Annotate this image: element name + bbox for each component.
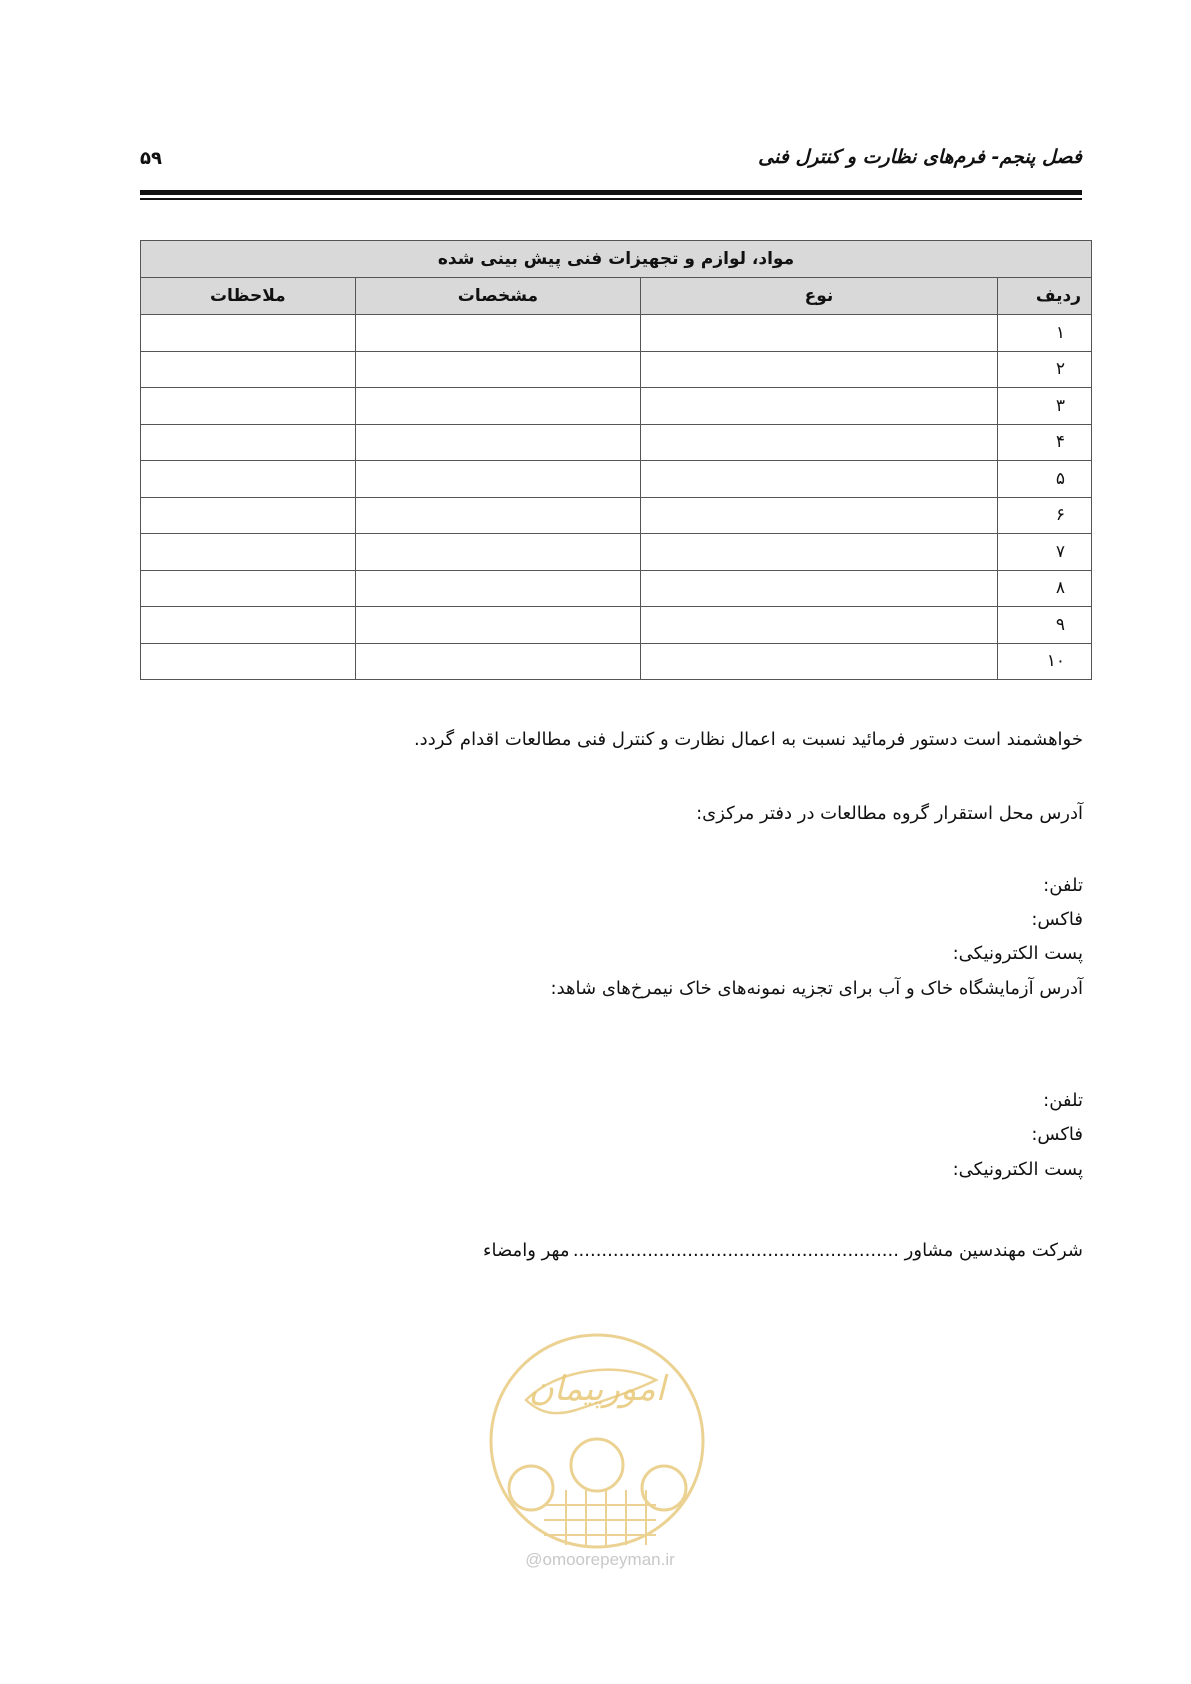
specs-cell[interactable] xyxy=(355,534,641,571)
type-cell[interactable] xyxy=(641,643,997,680)
consulting-company-label: شرکت مهندسین مشاور ......................................................... xyxy=(572,1240,1083,1261)
specs-cell[interactable] xyxy=(355,388,641,425)
column-header-specs: مشخصات xyxy=(355,278,641,315)
row-number: ۴ xyxy=(997,424,1091,461)
table-row xyxy=(141,388,1092,425)
row-number: ۸ xyxy=(997,570,1091,607)
table-row xyxy=(141,534,1092,571)
gear-icon xyxy=(642,1466,686,1510)
specs-cell[interactable] xyxy=(355,607,641,644)
chapter-title: فصل پنجم- فرم‌های نظارت و کنترل فنی xyxy=(758,146,1082,168)
type-cell[interactable] xyxy=(641,388,997,425)
specs-cell[interactable] xyxy=(355,424,641,461)
email-label-1: پست الکترونیکی: xyxy=(952,943,1083,964)
at-icon: @ xyxy=(525,1550,543,1569)
page-number: ۵۹ xyxy=(140,148,162,169)
type-cell[interactable] xyxy=(641,315,997,352)
remarks-cell[interactable] xyxy=(141,424,356,461)
specs-cell[interactable] xyxy=(355,461,641,498)
type-cell[interactable] xyxy=(641,424,997,461)
header-rule-thick xyxy=(140,190,1082,195)
column-header-radif: ردیف xyxy=(997,278,1091,315)
specs-cell[interactable] xyxy=(355,643,641,680)
central-office-address-label: آدرس محل استقرار گروه مطالعات در دفتر مرکزی: xyxy=(696,803,1083,824)
table-row xyxy=(141,570,1092,607)
type-cell[interactable] xyxy=(641,607,997,644)
table-title-row xyxy=(141,241,1092,278)
watermark-logo-text: امورپیمان xyxy=(528,1369,666,1409)
table-title: مواد، لوازم و تجهیزات فنی پیش بینی شده xyxy=(141,241,1092,278)
row-number: ۹ xyxy=(997,607,1091,644)
table-header-row xyxy=(141,278,1092,315)
specs-cell[interactable] xyxy=(355,497,641,534)
equipment-table xyxy=(140,240,1092,680)
remarks-cell[interactable] xyxy=(141,607,356,644)
row-number: ۱ xyxy=(997,315,1091,352)
fax-label-2: فاکس: xyxy=(1031,1124,1083,1145)
email-label-2: پست الکترونیکی: xyxy=(952,1159,1083,1180)
type-cell[interactable] xyxy=(641,570,997,607)
type-cell[interactable] xyxy=(641,534,997,571)
row-number: ۷ xyxy=(997,534,1091,571)
row-number: ۵ xyxy=(997,461,1091,498)
type-cell[interactable] xyxy=(641,461,997,498)
table-row xyxy=(141,497,1092,534)
specs-cell[interactable] xyxy=(355,315,641,352)
column-header-remarks: ملاحظات xyxy=(141,278,356,315)
stamp-signature-label: مهر وامضاء xyxy=(483,1240,570,1261)
row-number: ۶ xyxy=(997,497,1091,534)
remarks-cell[interactable] xyxy=(141,570,356,607)
table-row xyxy=(141,424,1092,461)
watermark-url-text: omoorepeyman.ir xyxy=(542,1550,675,1569)
column-header-type: نوع xyxy=(641,278,997,315)
row-number: ۳ xyxy=(997,388,1091,425)
table-row xyxy=(141,315,1092,352)
table-row xyxy=(141,461,1092,498)
table-row xyxy=(141,607,1092,644)
signature-row xyxy=(483,1240,1083,1270)
remarks-cell[interactable] xyxy=(141,315,356,352)
table-row xyxy=(141,643,1092,680)
header-rule-thin xyxy=(140,198,1082,200)
gear-icon xyxy=(509,1466,553,1510)
watermark-url xyxy=(500,1550,700,1570)
gear-icon xyxy=(571,1439,623,1491)
page-header xyxy=(140,140,1082,180)
lab-address-label: آدرس آزمایشگاه خاک و آب برای تجزیه نمونه‌های خاک نیمرخ‌های شاهد: xyxy=(550,978,1083,999)
request-text: خواهشمند است دستور فرمائید نسبت به اعمال نظارت و کنترل فنی مطالعات اقدام گردد. xyxy=(413,729,1083,750)
remarks-cell[interactable] xyxy=(141,388,356,425)
table-row xyxy=(141,351,1092,388)
remarks-cell[interactable] xyxy=(141,461,356,498)
remarks-cell[interactable] xyxy=(141,643,356,680)
watermark-logo xyxy=(486,1330,708,1552)
row-number: ۱۰ xyxy=(997,643,1091,680)
type-cell[interactable] xyxy=(641,497,997,534)
fax-label-1: فاکس: xyxy=(1031,909,1083,930)
specs-cell[interactable] xyxy=(355,570,641,607)
type-cell[interactable] xyxy=(641,351,997,388)
specs-cell[interactable] xyxy=(355,351,641,388)
remarks-cell[interactable] xyxy=(141,534,356,571)
remarks-cell[interactable] xyxy=(141,497,356,534)
phone-label-2: تلفن: xyxy=(1043,1090,1083,1111)
row-number: ۲ xyxy=(997,351,1091,388)
phone-label-1: تلفن: xyxy=(1043,875,1083,896)
remarks-cell[interactable] xyxy=(141,351,356,388)
